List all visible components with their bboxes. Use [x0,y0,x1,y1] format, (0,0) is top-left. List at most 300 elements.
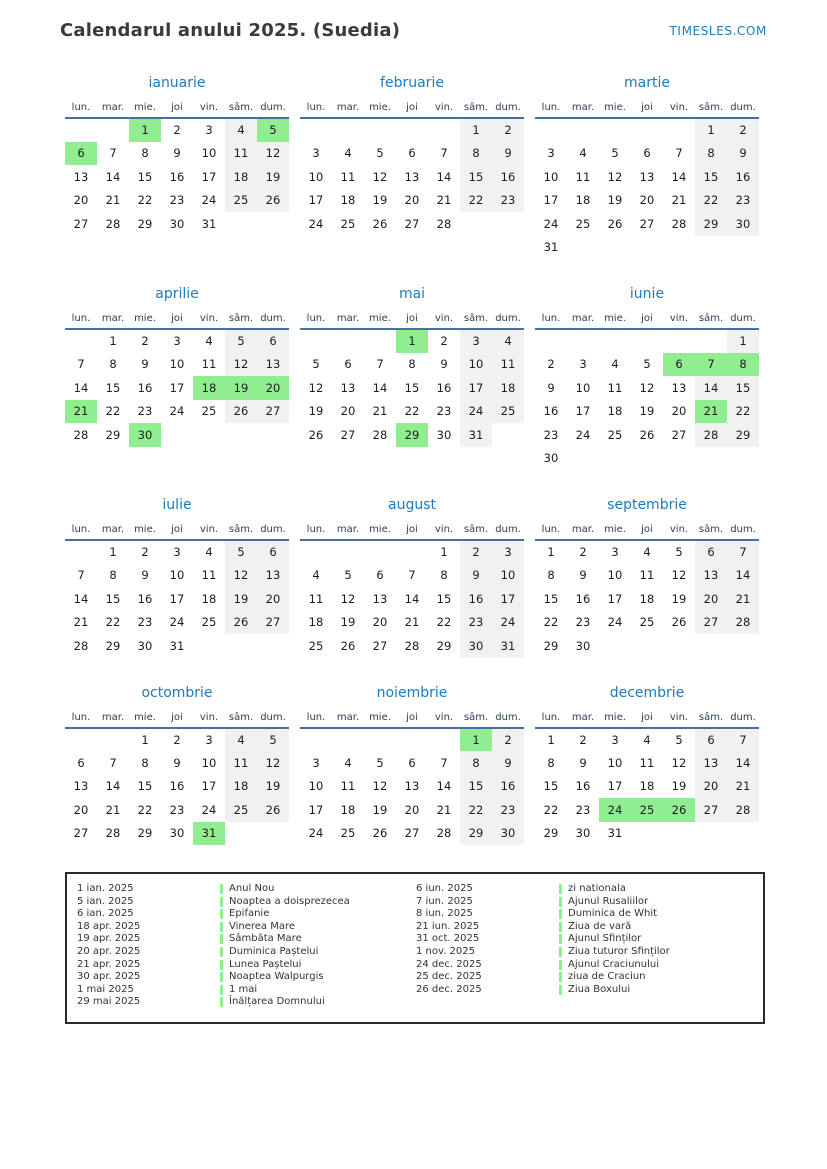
legend-holiday-name: Anul Nou [229,883,275,894]
day-cell: 4 [225,728,257,752]
day-cell: 28 [105,826,121,841]
day-cell: 4 [611,357,619,372]
empty-cell [332,329,364,353]
legend-holiday-name: Ziua Boxului [568,983,631,995]
holiday-marker-icon [559,960,562,970]
holiday-marker-icon [559,947,562,957]
weekday-header: sâm. [460,708,492,728]
empty-cell [300,728,332,752]
day-cell: 3 [611,732,619,747]
day-cell: 8 [109,357,117,372]
empty-cell [695,236,727,260]
day-cell: 15 [137,779,153,794]
day-cell: 28 [105,216,121,231]
day-cell: 23 [169,802,185,817]
day-cell: 3 [205,732,213,747]
day-cell: 5 [611,146,619,161]
legend-date: 21 iun. 2025 [416,920,480,932]
month-title: mai [398,286,426,302]
month-mai [300,286,524,447]
legend-item [77,883,416,896]
empty-cell [535,118,567,142]
day-cell: 3 [460,329,492,353]
day-cell: 18 [225,775,257,799]
day-cell: 2 [579,732,587,747]
day-cell: 15 [105,380,121,395]
empty-cell [727,634,759,658]
empty-cell [332,728,364,752]
month-table [535,708,759,846]
day-cell: 6 [257,329,289,353]
day-cell: 27 [372,638,388,653]
day-cell: 29 [105,638,121,653]
legend-date: 1 mai 2025 [77,983,134,995]
day-cell: 31 [607,826,623,841]
weekday-header: lun. [65,708,97,728]
day-cell: 19 [225,587,257,611]
empty-cell [65,118,97,142]
day-cell: 10 [308,779,324,794]
page-title: Calendarul anului 2025. (Suedia) [60,20,401,41]
weekday-header: sâm. [225,520,257,540]
empty-cell [663,236,695,260]
day-cell: 12 [372,779,388,794]
day-cell: 27 [340,427,356,442]
day-cell: 13 [671,380,687,395]
day-cell: 9 [173,755,181,770]
day-cell: 8 [408,357,416,372]
day-cell: 17 [169,380,185,395]
empty-cell [257,634,289,658]
weekday-header: mar. [97,708,129,728]
day-cell: 2 [173,123,181,138]
empty-cell [300,540,332,564]
day-cell: 15 [727,376,759,400]
month-title: aprilie [155,286,199,302]
day-cell: 11 [308,591,324,606]
weekday-header: vin. [193,520,225,540]
month-title: iulie [162,497,192,513]
day-cell: 23 [460,611,492,635]
day-cell: 6 [77,755,85,770]
day-cell: 9 [440,357,448,372]
day-cell: 28 [436,826,452,841]
day-cell: 30 [436,427,452,442]
day-cell: 9 [460,564,492,588]
day-cell: 21 [73,615,89,630]
empty-cell [695,329,727,353]
empty-cell [193,634,225,658]
month-martie [535,75,759,259]
holiday-marker-icon [220,909,223,919]
legend-item [416,971,755,984]
day-cell: 24 [575,427,591,442]
day-cell: 19 [607,193,623,208]
day-cell: 21 [404,615,420,630]
day-cell: 12 [308,380,324,395]
empty-cell [631,822,663,846]
day-cell: 26 [340,638,356,653]
day-cell: 15 [543,779,559,794]
empty-cell [257,822,289,846]
day-cell: 18 [340,802,356,817]
weekday-header: mar. [97,309,129,329]
day-cell: 23 [436,404,452,419]
holiday-day-cell: 8 [727,353,759,377]
weekday-header: lun. [535,309,567,329]
holiday-marker-icon [559,934,562,944]
day-cell: 19 [671,591,687,606]
day-cell: 20 [372,615,388,630]
empty-cell [492,212,524,236]
weekday-header: mie. [599,708,631,728]
day-cell: 22 [137,193,153,208]
day-cell: 3 [492,540,524,564]
day-cell: 16 [137,380,153,395]
month-table [65,520,289,658]
empty-cell [257,212,289,236]
weekday-header: joi [396,520,428,540]
day-cell: 22 [460,189,492,213]
day-cell: 17 [308,193,324,208]
day-cell: 2 [492,728,524,752]
day-cell: 25 [225,798,257,822]
day-cell: 27 [73,826,89,841]
legend-item [77,946,416,959]
weekday-header: dum. [727,309,759,329]
day-cell: 27 [257,400,289,424]
day-cell: 25 [340,216,356,231]
day-cell: 24 [169,615,185,630]
day-cell: 19 [257,165,289,189]
empty-cell [567,118,599,142]
day-cell: 6 [344,357,352,372]
day-cell: 3 [173,334,181,349]
legend-holiday-name: Vinerea Mare [229,920,296,932]
empty-cell [695,447,727,471]
day-cell: 24 [308,216,324,231]
day-cell: 12 [340,591,356,606]
day-cell: 18 [201,591,217,606]
day-cell: 24 [169,404,185,419]
day-cell: 31 [543,240,559,255]
empty-cell [161,423,193,447]
holiday-legend [65,872,765,1024]
day-cell: 14 [73,591,89,606]
legend-date: 7 iun. 2025 [416,895,473,907]
day-cell: 29 [436,638,452,653]
holiday-day-cell: 30 [129,423,161,447]
empty-cell [631,236,663,260]
day-cell: 15 [436,591,452,606]
weekday-header: sâm. [460,309,492,329]
day-cell: 23 [137,404,153,419]
day-cell: 13 [695,564,727,588]
day-cell: 18 [308,615,324,630]
month-table [535,309,759,470]
empty-cell [663,118,695,142]
day-cell: 23 [575,615,591,630]
day-cell: 21 [727,775,759,799]
weekday-header: joi [631,520,663,540]
weekday-header: mar. [567,708,599,728]
day-cell: 24 [492,611,524,635]
day-cell: 28 [404,638,420,653]
holiday-day-cell: 7 [695,353,727,377]
day-cell: 17 [201,779,217,794]
day-cell: 29 [460,822,492,846]
day-cell: 26 [639,427,655,442]
day-cell: 9 [492,751,524,775]
day-cell: 30 [575,638,591,653]
day-cell: 12 [607,169,623,184]
month-title: iunie [629,286,665,302]
weekday-header: vin. [663,309,695,329]
day-cell: 9 [547,380,555,395]
weekday-header: mar. [97,98,129,118]
day-cell: 29 [695,212,727,236]
day-cell: 28 [695,423,727,447]
month-table [535,98,759,259]
empty-cell [567,236,599,260]
day-cell: 20 [257,587,289,611]
day-cell: 4 [344,755,352,770]
weekday-header: sâm. [695,309,727,329]
day-cell: 13 [372,591,388,606]
day-cell: 16 [492,775,524,799]
weekday-header: mie. [599,309,631,329]
weekday-header: sâm. [225,708,257,728]
day-cell: 27 [695,798,727,822]
day-cell: 5 [257,728,289,752]
day-cell: 4 [643,732,651,747]
day-cell: 27 [404,216,420,231]
day-cell: 6 [643,146,651,161]
weekday-header: lun. [300,309,332,329]
day-cell: 31 [169,638,185,653]
holiday-day-cell: 1 [460,728,492,752]
day-cell: 15 [460,775,492,799]
empty-cell [492,423,524,447]
day-cell: 24 [543,216,559,231]
month-title: septembrie [607,497,687,513]
day-cell: 2 [547,357,555,372]
legend-date: 8 iun. 2025 [416,908,473,920]
weekday-header: mie. [599,98,631,118]
weekday-header: mar. [332,98,364,118]
empty-cell [599,118,631,142]
day-cell: 23 [575,802,591,817]
day-cell: 1 [727,329,759,353]
day-cell: 13 [73,169,89,184]
day-cell: 13 [340,380,356,395]
weekday-header: joi [161,309,193,329]
day-cell: 25 [340,826,356,841]
day-cell: 19 [372,193,388,208]
month-table [65,309,289,447]
month-title: februarie [380,75,444,91]
day-cell: 20 [695,775,727,799]
day-cell: 11 [575,169,591,184]
day-cell: 16 [492,165,524,189]
month-table [535,520,759,658]
holiday-day-cell: 26 [663,798,695,822]
day-cell: 23 [543,427,559,442]
day-cell: 2 [141,545,149,560]
holiday-marker-icon [220,960,223,970]
day-cell: 18 [492,376,524,400]
day-cell: 25 [607,427,623,442]
day-cell: 22 [695,189,727,213]
legend-date: 26 dec. 2025 [416,983,482,995]
holiday-marker-icon [220,897,223,907]
weekday-header: lun. [65,520,97,540]
day-cell: 14 [105,169,121,184]
day-cell: 22 [460,798,492,822]
legend-date: 1 nov. 2025 [416,945,475,957]
day-cell: 30 [492,822,524,846]
day-cell: 4 [344,146,352,161]
month-title: martie [624,75,670,91]
empty-cell [364,540,396,564]
legend-item [77,933,416,946]
weekday-header: sâm. [460,520,492,540]
day-cell: 27 [695,611,727,635]
holiday-marker-icon [559,884,562,894]
legend-date: 6 iun. 2025 [416,883,473,894]
day-cell: 27 [671,427,687,442]
day-cell: 5 [225,540,257,564]
day-cell: 8 [460,142,492,166]
empty-cell [599,447,631,471]
day-cell: 23 [137,615,153,630]
holiday-marker-icon [559,909,562,919]
day-cell: 3 [205,123,213,138]
day-cell: 1 [547,545,555,560]
empty-cell [631,329,663,353]
day-cell: 14 [105,779,121,794]
weekday-header: joi [161,520,193,540]
day-cell: 23 [169,193,185,208]
day-cell: 14 [695,376,727,400]
months-grid [65,75,769,845]
day-cell: 7 [77,568,85,583]
day-cell: 29 [543,826,559,841]
weekday-header: joi [396,309,428,329]
weekday-header: lun. [535,98,567,118]
day-cell: 24 [460,400,492,424]
holiday-marker-icon [220,947,223,957]
day-cell: 11 [201,357,217,372]
day-cell: 30 [460,634,492,658]
empty-cell [695,634,727,658]
day-cell: 1 [109,545,117,560]
day-cell: 1 [440,545,448,560]
empty-cell [225,634,257,658]
day-cell: 22 [543,615,559,630]
month-title: decembrie [609,684,685,701]
empty-cell [97,728,129,752]
day-cell: 8 [547,568,555,583]
month-aprilie [65,286,289,447]
empty-cell [225,423,257,447]
legend-holiday-name: zi nationala [568,883,626,894]
month-iunie [535,286,759,470]
legend-date: 5 ian. 2025 [77,895,134,907]
empty-cell [727,236,759,260]
day-cell: 17 [460,376,492,400]
day-cell: 4 [205,545,213,560]
legend-item [77,921,416,934]
legend-date: 30 apr. 2025 [77,971,141,983]
day-cell: 6 [257,540,289,564]
day-cell: 21 [727,587,759,611]
weekday-header: lun. [535,708,567,728]
holiday-marker-icon [220,934,223,944]
legend-holiday-name: Duminica Paștelui [229,945,319,957]
day-cell: 10 [169,357,185,372]
day-cell: 10 [607,755,623,770]
day-cell: 28 [727,798,759,822]
legend-date: 25 dec. 2025 [416,971,482,983]
day-cell: 4 [643,545,651,560]
weekday-header: mie. [129,520,161,540]
day-cell: 5 [225,329,257,353]
day-cell: 16 [543,404,559,419]
day-cell: 11 [639,568,655,583]
day-cell: 16 [575,591,591,606]
month-iulie [65,497,289,658]
day-cell: 14 [727,564,759,588]
day-cell: 10 [460,353,492,377]
day-cell: 24 [201,802,217,817]
holiday-day-cell: 1 [129,118,161,142]
day-cell: 7 [109,755,117,770]
day-cell: 12 [225,353,257,377]
day-cell: 3 [611,545,619,560]
legend-holiday-name: Ajunul Sfinților [568,933,642,945]
legend-item [77,971,416,984]
holiday-day-cell: 5 [257,118,289,142]
legend-holiday-name: Sâmbăta Mare [229,933,302,945]
day-cell: 17 [201,169,217,184]
day-cell: 23 [492,798,524,822]
weekday-header: lun. [300,520,332,540]
empty-cell [727,822,759,846]
holiday-marker-icon [220,922,223,932]
holiday-day-cell: 19 [225,376,257,400]
day-cell: 21 [105,802,121,817]
legend-holiday-name: Ziua de vară [568,920,632,932]
weekday-header: mar. [332,309,364,329]
day-cell: 13 [73,779,89,794]
empty-cell [65,728,97,752]
day-cell: 8 [440,568,448,583]
day-cell: 9 [727,142,759,166]
day-cell: 4 [579,146,587,161]
weekday-header: vin. [663,520,695,540]
day-cell: 13 [404,779,420,794]
day-cell: 26 [225,400,257,424]
day-cell: 3 [547,146,555,161]
day-cell: 12 [639,380,655,395]
day-cell: 12 [225,564,257,588]
legend-date: 21 apr. 2025 [77,958,141,970]
day-cell: 25 [575,216,591,231]
day-cell: 29 [137,216,153,231]
site-link[interactable]: TIMESLES.COM [669,24,767,38]
day-cell: 22 [404,404,420,419]
